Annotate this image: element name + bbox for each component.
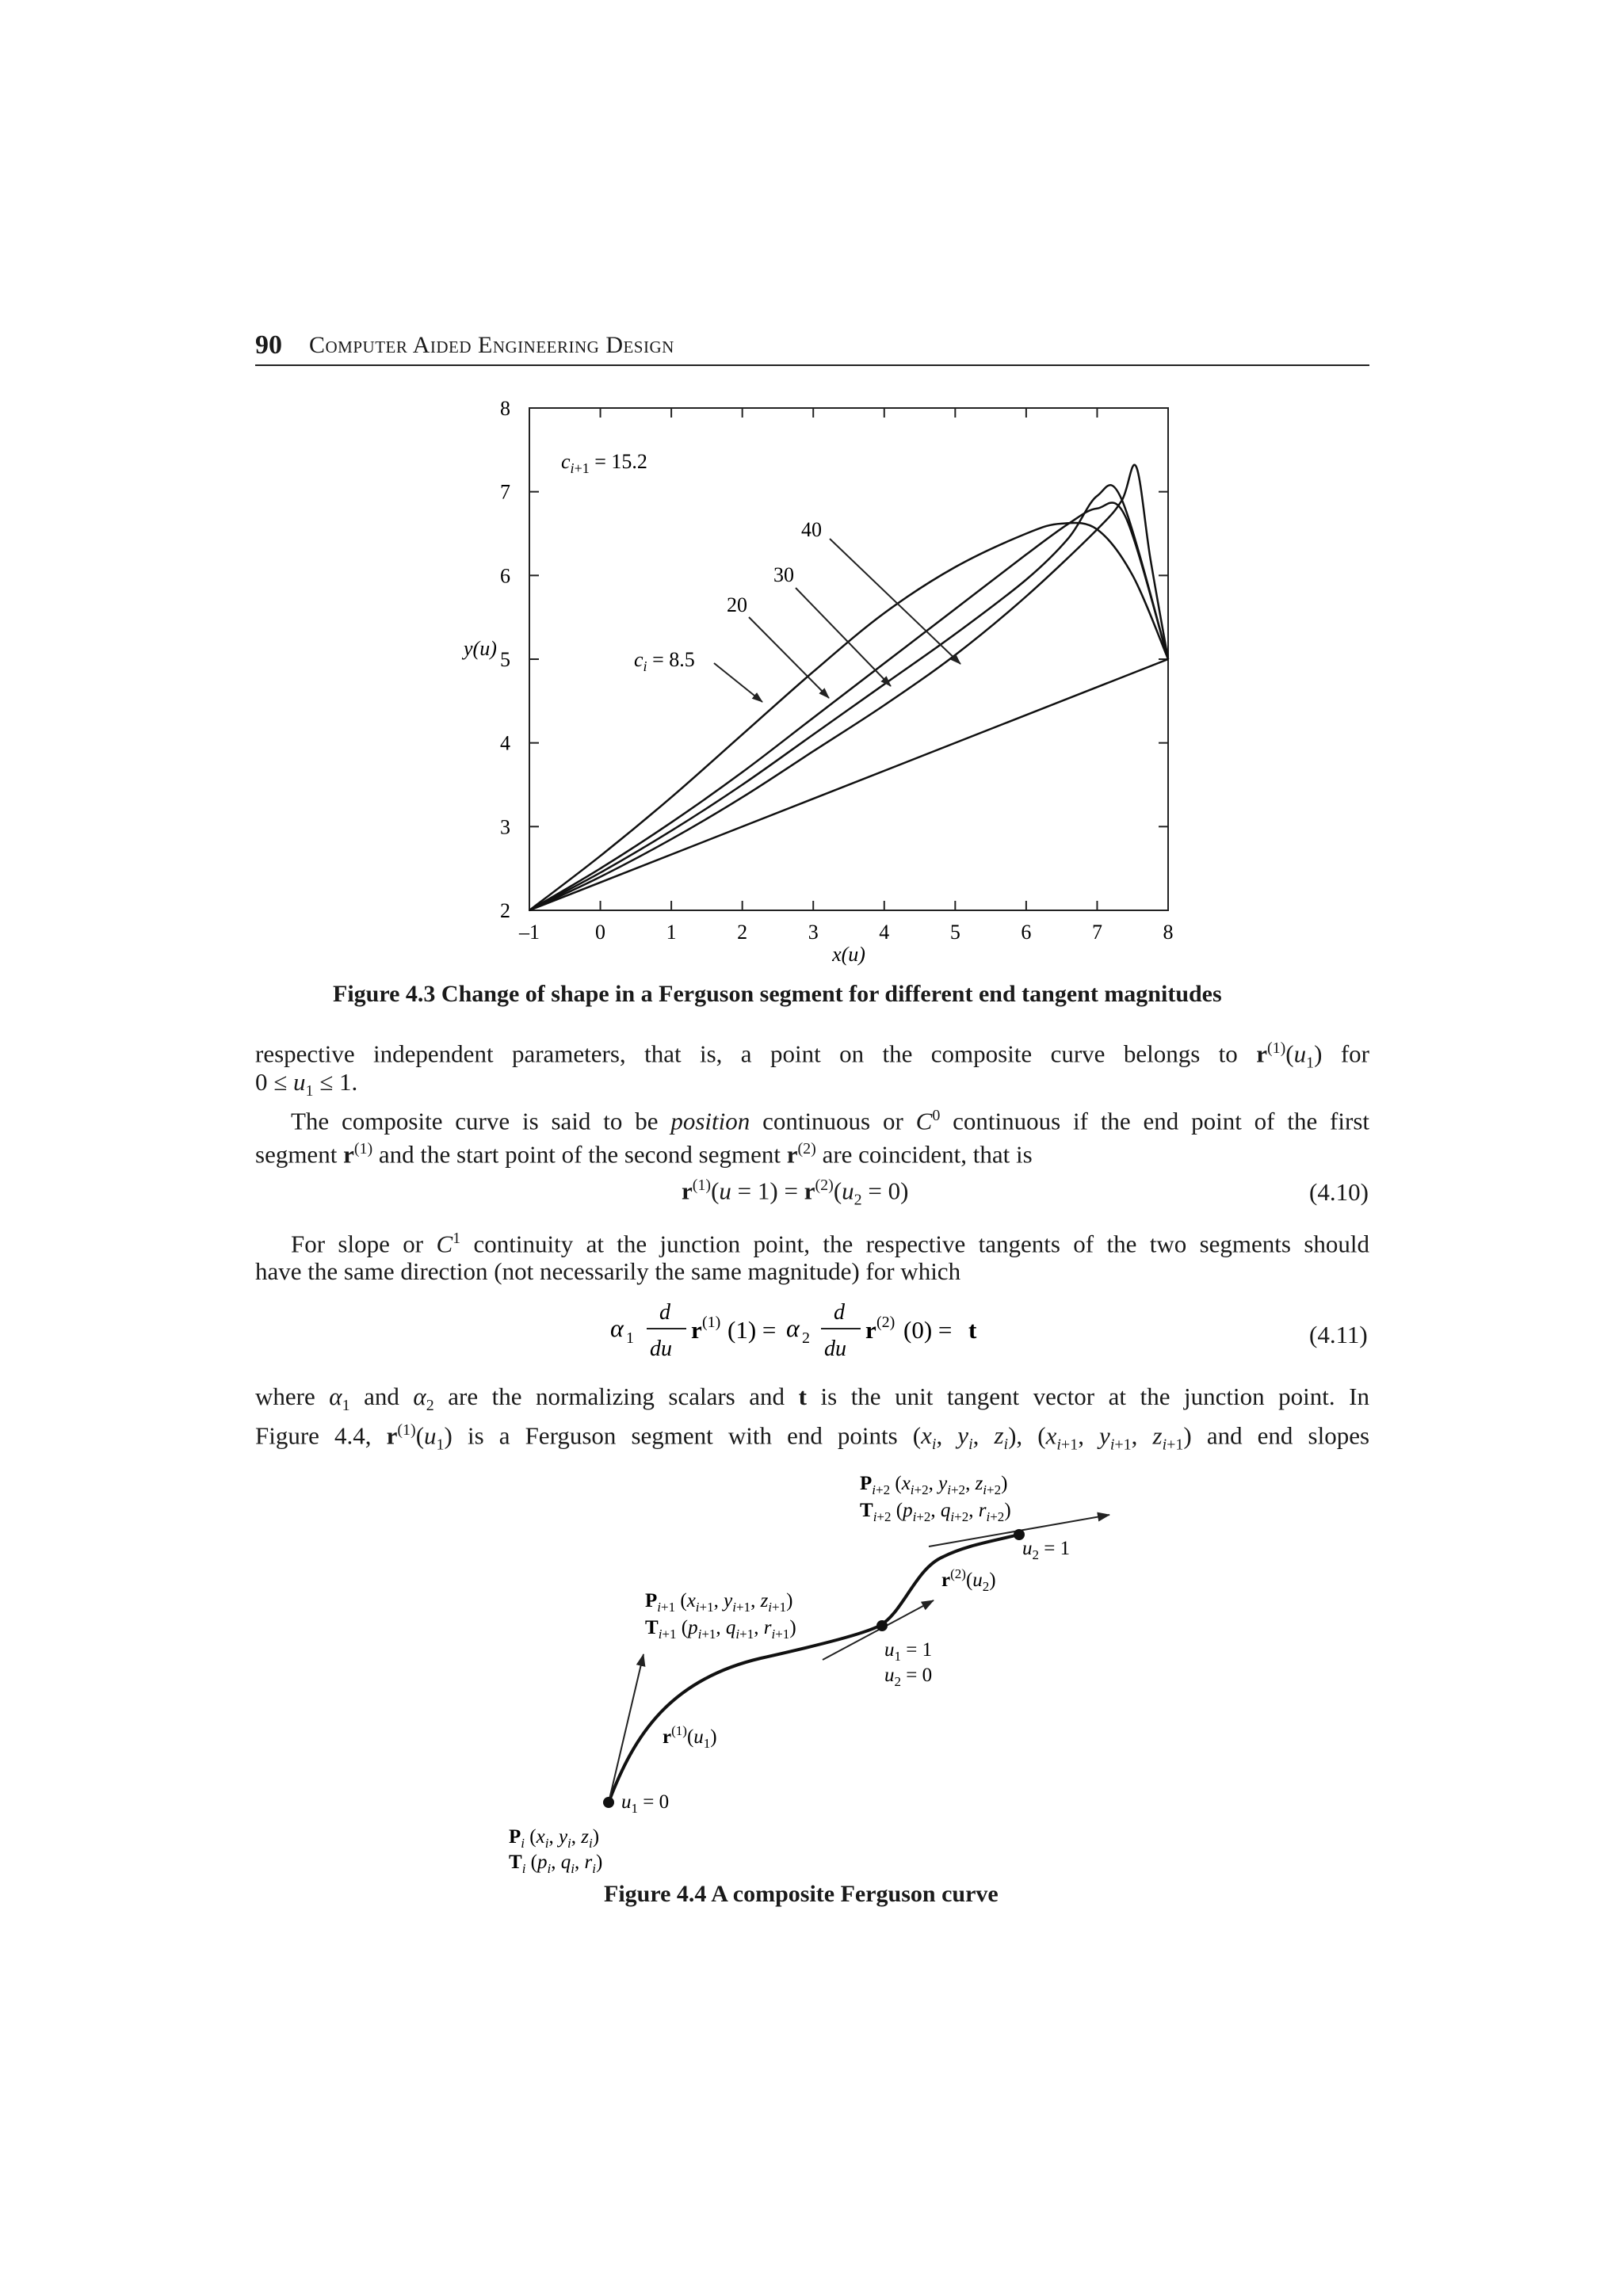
tangent-arrow-start xyxy=(609,1654,643,1802)
x-tick-label: 6 xyxy=(1021,921,1032,944)
x-tick-label: 0 xyxy=(595,921,606,944)
svg-text:(2): (2) xyxy=(876,1314,896,1331)
c-i-arrow xyxy=(714,663,762,702)
x-tick-label: 4 xyxy=(879,921,890,944)
figure-4-4-diagram xyxy=(0,1450,1623,1894)
body-line-7: where $\alpha_1$ and $\alpha_2$ are the normalizing scalars and t is the unit tangent vector at the junction point. In xyxy=(255,1383,1369,1415)
svg-text:2: 2 xyxy=(802,1329,810,1347)
label-u1-eq-1: $u_1 = 1$ xyxy=(884,1639,933,1664)
svg-text:1: 1 xyxy=(626,1329,634,1347)
figure-4-3-chart xyxy=(0,0,1623,998)
svg-text:(0) =: (0) = xyxy=(903,1316,953,1344)
label-u2-eq-1: $u_2 = 1$ xyxy=(1022,1538,1071,1562)
body-line-2: $0 \le u_1 \le 1$. xyxy=(255,1068,358,1100)
label-t-i2: $T_i+2$ ($p_{i+2}$, $q_{i+2}$, $r_{i+2}$) xyxy=(860,1500,1011,1524)
svg-text:α: α xyxy=(786,1314,800,1342)
y-tick-label: 2 xyxy=(500,899,510,922)
label-p-i2: $P_i+2$ ($x_{i+2}$, $y_{i+2}$, $z_{i+2}$) xyxy=(860,1473,1008,1497)
x-tick-label: 3 xyxy=(808,921,819,944)
y-tick-label: 3 xyxy=(500,815,510,839)
body-line-8: Figure 4.4, $r^{(1)}(u_1)$ is a Ferguson segment with end points ($x_i$, $y_i$, $z_i$), ($x_{i+1}$, $y_{i+1}$, $z_{i+1}$) and end slopes xyxy=(255,1421,1370,1454)
point-p-i xyxy=(603,1797,614,1808)
svg-text:t: t xyxy=(968,1316,977,1344)
label-p-i1: $P_i+1$ ($x_{i+1}$, $y_{i+1}$, $z_{i+1}$) xyxy=(645,1590,793,1615)
label-r2: $r^{(2)}(u_2)$ xyxy=(941,1566,996,1594)
body-line-4: segment $r^{(1)}$ and the start point of the second segment $r^{(2)}$ are coincident, that is xyxy=(255,1140,1033,1169)
x-axis-label: x(u) xyxy=(832,943,865,966)
label-u2-eq-0: $u_2 = 0$ xyxy=(884,1665,933,1689)
equation-4-10: $r^{(1)}(u = 1) = r^{(2)}(u_2 = 0)$ xyxy=(682,1177,909,1209)
y-tick-group xyxy=(500,397,1168,922)
arrow-30 xyxy=(796,588,891,686)
curve-label-40: 40 xyxy=(801,518,822,541)
point-p-i1 xyxy=(876,1620,888,1631)
svg-text:du: du xyxy=(650,1337,672,1361)
svg-text:(1): (1) xyxy=(702,1314,721,1331)
label-p-i: $P_i$ ($x_i$, $y_i$, $z_i$) xyxy=(509,1826,600,1851)
x-tick-label: 2 xyxy=(737,921,748,944)
curve-label-20: 20 xyxy=(727,593,747,616)
c-i-label: $c_i = 8.5$ xyxy=(634,648,695,674)
x-tick-label: 5 xyxy=(949,921,960,944)
y-tick-label: 5 xyxy=(500,648,510,671)
series-group xyxy=(529,465,1168,910)
body-line-1: respective independent parameters, that is, a point on the composite curve belongs to $r^{(1)}(u_1)$ for xyxy=(255,1039,1369,1072)
arrow-20 xyxy=(749,617,829,698)
series-line-2 xyxy=(529,502,1168,910)
curve-label-30: 30 xyxy=(773,563,794,586)
svg-text:d: d xyxy=(659,1300,670,1325)
figure-4-3-caption: Figure 4.3 Change of shape in a Ferguson segment for different end tangent magnitudes xyxy=(333,981,1222,1007)
svg-text:d: d xyxy=(834,1300,845,1325)
body-line-3: The composite curve is said to be position continuous or $C^0$ continuous if the end point of the first xyxy=(291,1107,1369,1135)
svg-text:du: du xyxy=(824,1337,846,1361)
arrow-40 xyxy=(830,539,960,664)
body-line-5: For slope or $C^1$ continuity at the junction point, the respective tangents of the two segments should xyxy=(291,1230,1370,1258)
svg-text:(1) =: (1) = xyxy=(727,1316,777,1344)
y-tick-label: 8 xyxy=(500,397,510,420)
svg-text:α: α xyxy=(610,1314,624,1342)
x-tick-label: 8 xyxy=(1163,921,1174,944)
label-t-i: $T_i$ ($p_i$, $q_i$, $r_i$) xyxy=(509,1852,603,1876)
svg-text:r: r xyxy=(691,1316,702,1344)
label-t-i1: $T_i+1$ ($p_{i+1}$, $q_{i+1}$, $r_{i+1}$) xyxy=(645,1617,796,1642)
y-tick-label: 6 xyxy=(500,564,510,588)
y-tick-label: 4 xyxy=(500,731,510,755)
label-r1: $r^{(1)}(u_1)$ xyxy=(663,1723,717,1751)
y-axis-label: y(u) xyxy=(464,637,497,660)
svg-text:r: r xyxy=(865,1316,876,1344)
x-tick-label: 1 xyxy=(666,921,677,944)
series-line-0 xyxy=(529,659,1168,910)
label-u1-eq-0: $u_1 = 0$ xyxy=(621,1791,670,1816)
x-tick-label: 7 xyxy=(1091,921,1102,944)
running-title: Computer Aided Engineering Design xyxy=(309,332,674,358)
body-line-6: have the same direction (not necessarily the same magnitude) for which xyxy=(255,1257,961,1285)
x-tick-label: –1 xyxy=(519,921,540,944)
y-tick-label: 7 xyxy=(500,480,510,504)
figure-4-4-caption: Figure 4.4 A composite Ferguson curve xyxy=(604,1881,999,1907)
c-next-label: $c_i+1 = 15.2$ xyxy=(561,450,647,476)
equation-4-11-number: (4.11) xyxy=(1309,1321,1368,1348)
equation-4-10-number: (4.10) xyxy=(1309,1178,1369,1206)
equation-4-11 xyxy=(610,1295,1054,1367)
page-number: 90 xyxy=(255,330,282,360)
